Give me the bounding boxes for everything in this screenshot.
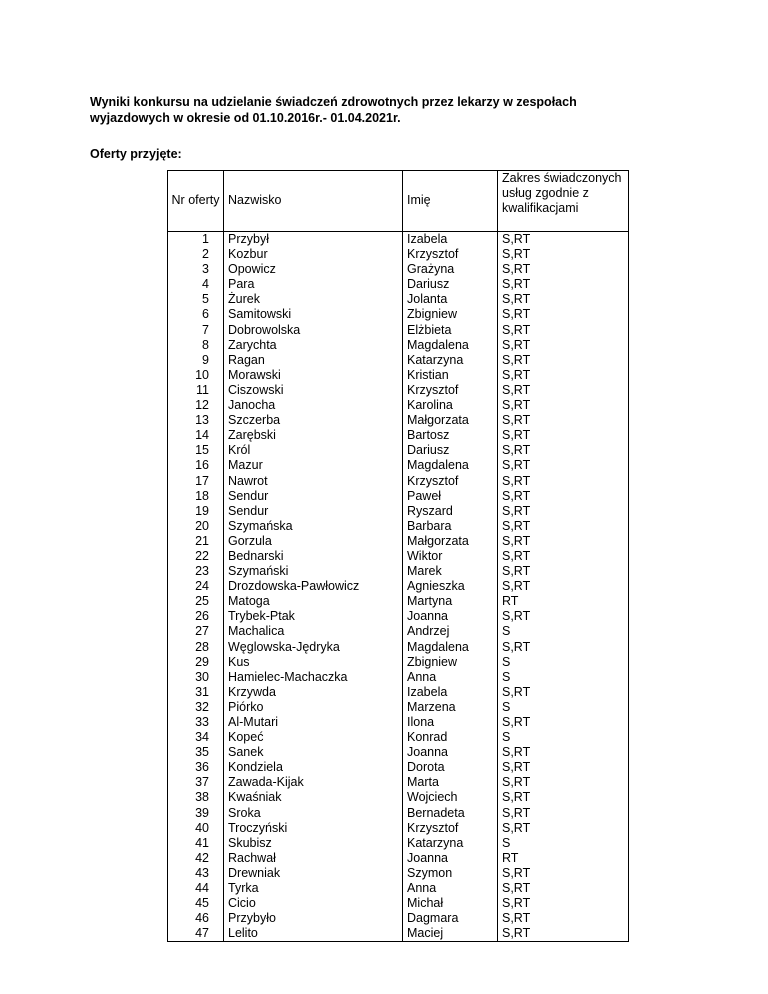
cell-nr: 5 xyxy=(168,292,224,307)
table-row xyxy=(168,519,629,534)
cell-scope: S,RT xyxy=(498,745,629,760)
cell-nr: 20 xyxy=(168,519,224,534)
cell-surname: Al-Mutari xyxy=(224,715,403,730)
cell-name: Anna xyxy=(403,881,498,896)
cell-surname: Mazur xyxy=(224,458,403,473)
cell-name: Anna xyxy=(403,670,498,685)
cell-name: Joanna xyxy=(403,609,498,624)
cell-nr: 13 xyxy=(168,413,224,428)
cell-name: Izabela xyxy=(403,685,498,700)
table-row xyxy=(168,609,629,624)
cell-nr: 46 xyxy=(168,911,224,926)
cell-scope: S,RT xyxy=(498,368,629,383)
table-row xyxy=(168,489,629,504)
cell-nr: 31 xyxy=(168,685,224,700)
cell-scope: S,RT xyxy=(498,458,629,473)
cell-surname: Kwaśniak xyxy=(224,790,403,805)
cell-surname: Gorzula xyxy=(224,534,403,549)
cell-nr: 3 xyxy=(168,262,224,277)
cell-scope: S,RT xyxy=(498,353,629,368)
table-row xyxy=(168,715,629,730)
column-header-nr: Nr oferty xyxy=(168,171,224,232)
cell-scope: S,RT xyxy=(498,790,629,805)
cell-name: Elżbieta xyxy=(403,323,498,338)
cell-surname: Przybył xyxy=(224,232,403,248)
cell-nr: 36 xyxy=(168,760,224,775)
cell-nr: 6 xyxy=(168,307,224,322)
table-row xyxy=(168,504,629,519)
cell-scope: S,RT xyxy=(498,307,629,322)
cell-scope: S,RT xyxy=(498,383,629,398)
cell-name: Dorota xyxy=(403,760,498,775)
cell-nr: 25 xyxy=(168,594,224,609)
cell-nr: 12 xyxy=(168,398,224,413)
cell-surname: Morawski xyxy=(224,368,403,383)
cell-nr: 47 xyxy=(168,926,224,942)
cell-name: Joanna xyxy=(403,851,498,866)
cell-scope: S,RT xyxy=(498,232,629,248)
document-title: Wyniki konkursu na udzielanie świadczeń zdrowotnych przez lekarzy w zespołach wyjazdowych w okresie od 01.10.2016r.- 01.04.2021r. xyxy=(90,95,577,125)
cell-nr: 30 xyxy=(168,670,224,685)
table-row xyxy=(168,413,629,428)
cell-nr: 4 xyxy=(168,277,224,292)
cell-surname: Kozbur xyxy=(224,247,403,262)
cell-nr: 1 xyxy=(168,232,224,248)
cell-nr: 28 xyxy=(168,640,224,655)
cell-scope: S,RT xyxy=(498,277,629,292)
table-row xyxy=(168,775,629,790)
table-row xyxy=(168,881,629,896)
table-row xyxy=(168,277,629,292)
cell-name: Wiktor xyxy=(403,549,498,564)
cell-surname: Nawrot xyxy=(224,474,403,489)
table-row xyxy=(168,851,629,866)
cell-scope: S,RT xyxy=(498,609,629,624)
cell-surname: Szymański xyxy=(224,564,403,579)
cell-nr: 35 xyxy=(168,745,224,760)
cell-surname: Król xyxy=(224,443,403,458)
cell-surname: Skubisz xyxy=(224,836,403,851)
cell-scope: S,RT xyxy=(498,489,629,504)
table-row xyxy=(168,685,629,700)
cell-scope: S,RT xyxy=(498,685,629,700)
cell-surname: Kondziela xyxy=(224,760,403,775)
cell-surname: Kus xyxy=(224,655,403,670)
cell-scope: S,RT xyxy=(498,806,629,821)
cell-name: Jolanta xyxy=(403,292,498,307)
table-row xyxy=(168,383,629,398)
cell-scope: S,RT xyxy=(498,398,629,413)
cell-scope: S,RT xyxy=(498,519,629,534)
cell-surname: Hamielec-Machaczka xyxy=(224,670,403,685)
table-row xyxy=(168,624,629,639)
cell-nr: 17 xyxy=(168,474,224,489)
cell-nr: 29 xyxy=(168,655,224,670)
cell-surname: Dobrowolska xyxy=(224,323,403,338)
cell-name: Izabela xyxy=(403,232,498,248)
cell-name: Magdalena xyxy=(403,640,498,655)
table-row xyxy=(168,323,629,338)
cell-surname: Ragan xyxy=(224,353,403,368)
cell-surname: Krzywda xyxy=(224,685,403,700)
cell-nr: 27 xyxy=(168,624,224,639)
cell-scope: S,RT xyxy=(498,564,629,579)
cell-surname: Kopeć xyxy=(224,730,403,745)
cell-scope: S,RT xyxy=(498,760,629,775)
table-row xyxy=(168,579,629,594)
cell-name: Dariusz xyxy=(403,277,498,292)
table-row xyxy=(168,806,629,821)
cell-surname: Opowicz xyxy=(224,262,403,277)
column-header-scope: Zakres świadczonych usług zgodnie z kwalifikacjami xyxy=(498,171,629,232)
cell-scope: S,RT xyxy=(498,474,629,489)
cell-nr: 41 xyxy=(168,836,224,851)
cell-surname: Bednarski xyxy=(224,549,403,564)
cell-nr: 10 xyxy=(168,368,224,383)
cell-surname: Żurek xyxy=(224,292,403,307)
table-row xyxy=(168,640,629,655)
table-row xyxy=(168,458,629,473)
column-header-name: Imię xyxy=(403,171,498,232)
cell-surname: Trybek-Ptak xyxy=(224,609,403,624)
cell-surname: Węglowska-Jędryka xyxy=(224,640,403,655)
cell-scope: S,RT xyxy=(498,715,629,730)
table-row xyxy=(168,836,629,851)
cell-nr: 22 xyxy=(168,549,224,564)
cell-name: Szymon xyxy=(403,866,498,881)
cell-scope: S,RT xyxy=(498,866,629,881)
cell-nr: 8 xyxy=(168,338,224,353)
cell-scope: S,RT xyxy=(498,504,629,519)
table-header-row xyxy=(168,171,629,232)
cell-name: Krzysztof xyxy=(403,383,498,398)
cell-name: Dagmara xyxy=(403,911,498,926)
cell-name: Krzysztof xyxy=(403,247,498,262)
section-heading: Oferty przyjęte: xyxy=(90,147,182,161)
cell-surname: Tyrka xyxy=(224,881,403,896)
cell-name: Zbigniew xyxy=(403,307,498,322)
table-row xyxy=(168,232,629,248)
cell-surname: Samitowski xyxy=(224,307,403,322)
cell-scope: S,RT xyxy=(498,323,629,338)
table-row xyxy=(168,262,629,277)
cell-scope: S,RT xyxy=(498,292,629,307)
table-row xyxy=(168,700,629,715)
cell-name: Marta xyxy=(403,775,498,790)
cell-name: Maciej xyxy=(403,926,498,942)
cell-scope: S,RT xyxy=(498,549,629,564)
table-row xyxy=(168,443,629,458)
table-row xyxy=(168,549,629,564)
cell-surname: Zarychta xyxy=(224,338,403,353)
cell-scope: S xyxy=(498,730,629,745)
cell-scope: S,RT xyxy=(498,413,629,428)
cell-surname: Ciszowski xyxy=(224,383,403,398)
cell-name: Krzysztof xyxy=(403,474,498,489)
table-row xyxy=(168,292,629,307)
cell-name: Dariusz xyxy=(403,443,498,458)
cell-name: Magdalena xyxy=(403,338,498,353)
cell-name: Marek xyxy=(403,564,498,579)
cell-name: Małgorzata xyxy=(403,413,498,428)
cell-scope: S,RT xyxy=(498,640,629,655)
cell-surname: Zawada-Kijak xyxy=(224,775,403,790)
cell-scope: S,RT xyxy=(498,338,629,353)
cell-nr: 40 xyxy=(168,821,224,836)
offers-table xyxy=(167,170,629,942)
cell-surname: Sendur xyxy=(224,504,403,519)
cell-scope: S,RT xyxy=(498,881,629,896)
table-row xyxy=(168,594,629,609)
cell-scope: S xyxy=(498,655,629,670)
cell-name: Joanna xyxy=(403,745,498,760)
cell-scope: S,RT xyxy=(498,534,629,549)
cell-surname: Drewniak xyxy=(224,866,403,881)
cell-name: Małgorzata xyxy=(403,534,498,549)
cell-nr: 15 xyxy=(168,443,224,458)
cell-nr: 32 xyxy=(168,700,224,715)
cell-surname: Troczyński xyxy=(224,821,403,836)
cell-name: Konrad xyxy=(403,730,498,745)
table-body xyxy=(168,232,629,942)
table-row xyxy=(168,730,629,745)
cell-scope: S,RT xyxy=(498,775,629,790)
cell-scope: RT xyxy=(498,851,629,866)
cell-name: Ilona xyxy=(403,715,498,730)
cell-name: Wojciech xyxy=(403,790,498,805)
cell-surname: Sroka xyxy=(224,806,403,821)
cell-scope: S xyxy=(498,700,629,715)
cell-surname: Rachwał xyxy=(224,851,403,866)
cell-scope: S,RT xyxy=(498,579,629,594)
cell-scope: S xyxy=(498,670,629,685)
table-row xyxy=(168,307,629,322)
table-row xyxy=(168,790,629,805)
cell-name: Karolina xyxy=(403,398,498,413)
cell-name: Michał xyxy=(403,896,498,911)
cell-nr: 21 xyxy=(168,534,224,549)
cell-nr: 39 xyxy=(168,806,224,821)
cell-surname: Sanek xyxy=(224,745,403,760)
cell-nr: 44 xyxy=(168,881,224,896)
cell-nr: 42 xyxy=(168,851,224,866)
cell-surname: Para xyxy=(224,277,403,292)
cell-nr: 11 xyxy=(168,383,224,398)
cell-surname: Machalica xyxy=(224,624,403,639)
cell-name: Zbigniew xyxy=(403,655,498,670)
cell-scope: S xyxy=(498,624,629,639)
table-row xyxy=(168,368,629,383)
cell-name: Grażyna xyxy=(403,262,498,277)
cell-name: Katarzyna xyxy=(403,836,498,851)
cell-name: Krzysztof xyxy=(403,821,498,836)
cell-nr: 23 xyxy=(168,564,224,579)
table-row xyxy=(168,353,629,368)
cell-name: Barbara xyxy=(403,519,498,534)
cell-surname: Matoga xyxy=(224,594,403,609)
cell-nr: 16 xyxy=(168,458,224,473)
cell-name: Andrzej xyxy=(403,624,498,639)
cell-nr: 26 xyxy=(168,609,224,624)
table-row xyxy=(168,247,629,262)
table-row xyxy=(168,534,629,549)
cell-name: Paweł xyxy=(403,489,498,504)
cell-name: Ryszard xyxy=(403,504,498,519)
cell-scope: S,RT xyxy=(498,911,629,926)
cell-scope: S,RT xyxy=(498,247,629,262)
cell-scope: S,RT xyxy=(498,821,629,836)
cell-name: Bernadeta xyxy=(403,806,498,821)
cell-nr: 34 xyxy=(168,730,224,745)
cell-nr: 14 xyxy=(168,428,224,443)
cell-scope: S,RT xyxy=(498,262,629,277)
table-row xyxy=(168,896,629,911)
cell-name: Martyna xyxy=(403,594,498,609)
table-row xyxy=(168,474,629,489)
table-row xyxy=(168,866,629,881)
cell-scope: S,RT xyxy=(498,428,629,443)
cell-scope: S,RT xyxy=(498,443,629,458)
cell-surname: Piórko xyxy=(224,700,403,715)
cell-name: Magdalena xyxy=(403,458,498,473)
cell-name: Agnieszka xyxy=(403,579,498,594)
cell-nr: 45 xyxy=(168,896,224,911)
cell-scope: S xyxy=(498,836,629,851)
cell-surname: Zarębski xyxy=(224,428,403,443)
cell-scope: RT xyxy=(498,594,629,609)
table-row xyxy=(168,821,629,836)
table-row xyxy=(168,564,629,579)
cell-surname: Drozdowska-Pawłowicz xyxy=(224,579,403,594)
cell-nr: 38 xyxy=(168,790,224,805)
cell-name: Bartosz xyxy=(403,428,498,443)
cell-nr: 2 xyxy=(168,247,224,262)
table-row xyxy=(168,338,629,353)
table-row xyxy=(168,911,629,926)
table-row xyxy=(168,398,629,413)
cell-name: Katarzyna xyxy=(403,353,498,368)
table-row xyxy=(168,670,629,685)
cell-name: Kristian xyxy=(403,368,498,383)
cell-surname: Cicio xyxy=(224,896,403,911)
cell-nr: 19 xyxy=(168,504,224,519)
cell-nr: 7 xyxy=(168,323,224,338)
cell-nr: 9 xyxy=(168,353,224,368)
cell-surname: Szczerba xyxy=(224,413,403,428)
column-header-surname: Nazwisko xyxy=(224,171,403,232)
cell-nr: 37 xyxy=(168,775,224,790)
cell-nr: 18 xyxy=(168,489,224,504)
cell-nr: 43 xyxy=(168,866,224,881)
cell-surname: Lelito xyxy=(224,926,403,942)
cell-scope: S,RT xyxy=(498,896,629,911)
table-row xyxy=(168,745,629,760)
cell-surname: Przybyło xyxy=(224,911,403,926)
table-row xyxy=(168,428,629,443)
cell-surname: Janocha xyxy=(224,398,403,413)
table-row xyxy=(168,655,629,670)
cell-scope: S,RT xyxy=(498,926,629,942)
cell-surname: Szymańska xyxy=(224,519,403,534)
table-row xyxy=(168,926,629,942)
cell-nr: 24 xyxy=(168,579,224,594)
cell-nr: 33 xyxy=(168,715,224,730)
table-row xyxy=(168,760,629,775)
cell-surname: Sendur xyxy=(224,489,403,504)
cell-name: Marzena xyxy=(403,700,498,715)
